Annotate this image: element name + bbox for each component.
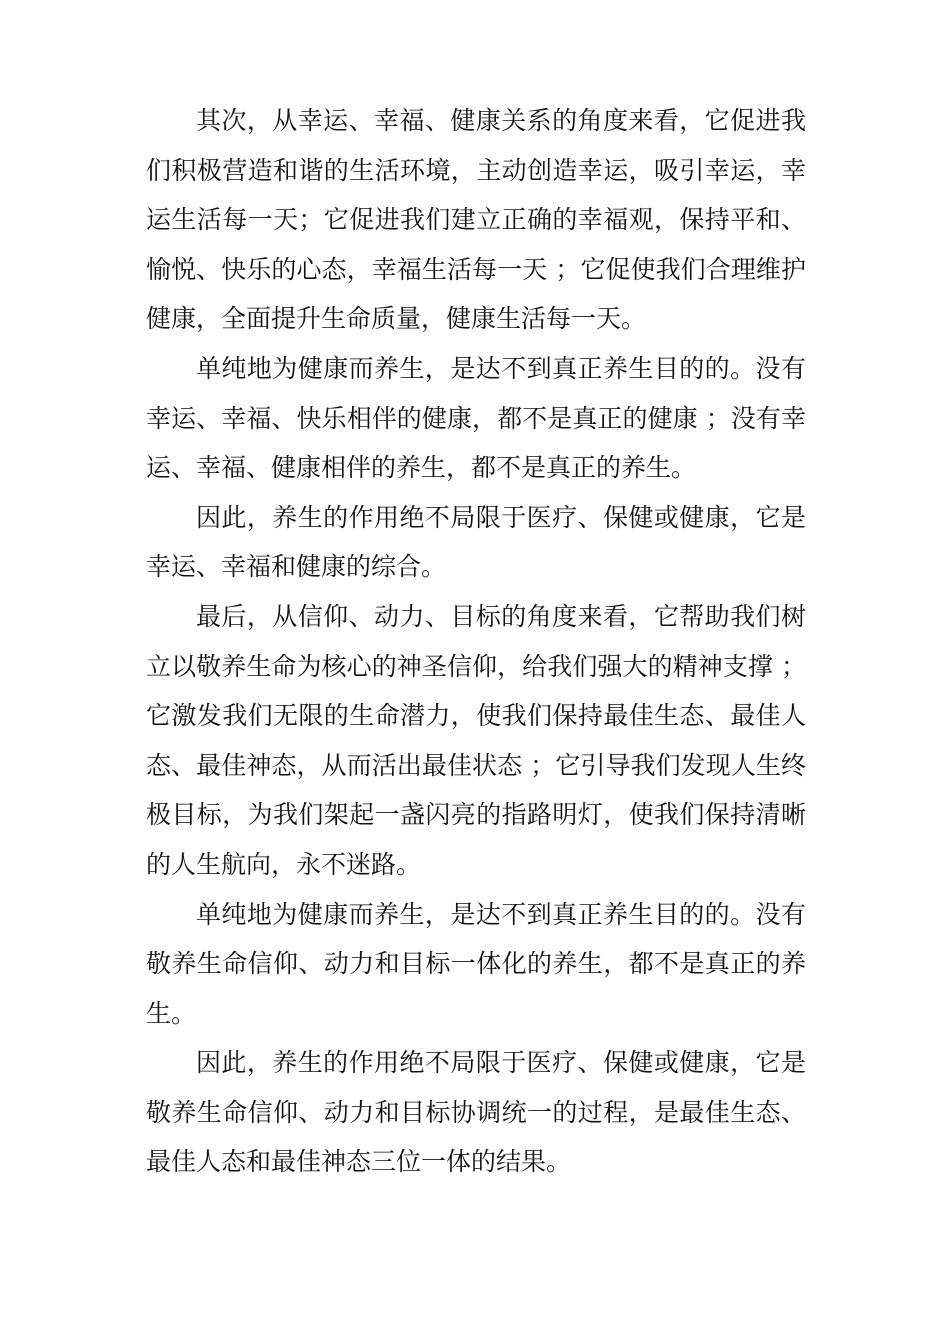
paragraph-pure-health-2: 单纯地为健康而养生，是达不到真正养生目的的。没有敬养生命信仰、动力和目标一体化的养生，都不是真正的养生。 [146, 899, 806, 1028]
paragraph-luck-happiness-health: 其次，从幸运、幸福、健康关系的角度来看，它促进我们积极营造和谐的生活环境，主动创造幸运，吸引幸运，幸运生活每一天；它促进我们建立正确的幸福观，保持平和、愉悦、快乐的心态，幸福生活每一天 ；它促使我们合理维护健康，全面提升生命质量，健康生活每一天。 [146, 106, 806, 334]
paragraph-pure-health-1: 单纯地为健康而养生，是达不到真正养生目的的。没有幸运、幸福、快乐相伴的健康，都不是真正的健康 ；没有幸运、幸福、健康相伴的养生，都不是真正的养生。 [146, 353, 806, 483]
paragraph-conclusion-2: 因此，养生的作用绝不局限于医疗、保健或健康，它是敬养生命信仰、动力和目标协调统一的过程，是最佳生态、最佳人态和最佳神态三位一体的结果。 [146, 1048, 806, 1177]
paragraph-conclusion-1: 因此，养生的作用绝不局限于医疗、保健或健康，它是幸运、幸福和健康的综合。 [146, 502, 806, 582]
paragraph-faith-motivation-goal: 最后，从信仰、动力、目标的角度来看，它帮助我们树立以敬养生命为核心的神圣信仰，给我们强大的精神支撑 ；它激发我们无限的生命潜力，使我们保持最佳生态、最佳人态、最佳神态，从而活出最佳状态 ；它引导我们发现人生终极目标，为我们架起一盏闪亮的指路明灯，使我们保持清晰的人生航向，永不迷路。 [146, 601, 806, 879]
document-body [146, 96, 806, 1187]
